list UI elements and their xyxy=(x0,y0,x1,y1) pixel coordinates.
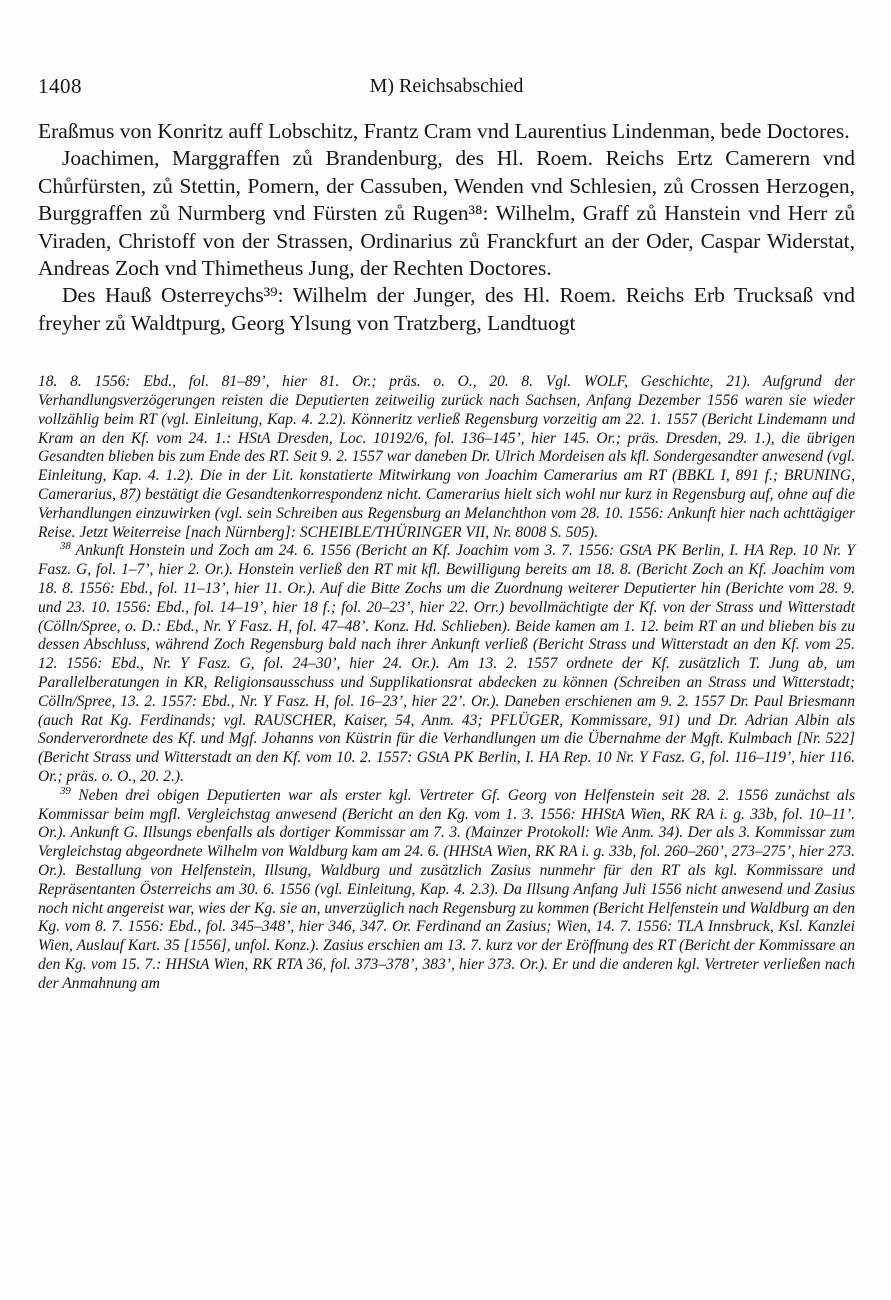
body-paragraph-brandenburg: Joachimen, Marggraffen zů Brandenburg, des Hl. Roem. Reichs Ertz Camerern vnd Chůrfürsten, zů Stettin, Pomern, der Cassuben, Wenden vnd Schlesien, zů Crossen Herzogen, Burggraffen zů Nurmberg vnd Fürsten zů Rugen³⁸: Wilhelm, Graff zů Hanstein vnd Herr zů Viraden, Christoff von der Strassen, Ordinarius zů Franckfurt an der Oder, Caspar Widerstat, Andreas Zoch vnd Thimetheus Jung, der Rechten Doctores. xyxy=(38,146,855,281)
footnote-text: Neben drei obigen Deputierten war als erster kgl. Vertreter Gf. Georg von Helfenstein seit 28. 2. 1556 zunächst als Kommissar beim mgfl. Vergleichstag anwesend (Bericht an den Kg. vom 1. 3. 1556: HHStA Wien, RK RA i. g. 33b, fol. 10–11’. Or.). Ankunft G. Illsungs ebenfalls als dortiger Kommissar am 7. 3. (Mainzer Protokoll: Wie Anm. 34). Der als 3. Kommissar zum Vergleichstag abgeordnete Wilhelm von Waldburg kam am 24. 6. (HHStA Wien, RK RA i. g. 33b, fol. 260–260’, 273–275’, hier 273. Or.). Bestallung von Helfenstein, Illsung, Waldburg und zusätzlich Zasius nunmehr für den RT als kgl. Kommissare und Repräsentanten Österreichs am 30. 6. 1556 (vgl. Einleitung, Kap. 4. 2.3). Da Illsung Anfang Juli 1556 nicht anwesend und Zasius noch nicht angereist war, wies der Kg. sie an, unverzüglich nach Regensburg zu kommen (Bericht Helfenstein und Waldburg an den Kg. vom 8. 7. 1556: Ebd., fol. 345–348’, hier 346, 347. Or. Ferdinand an Zasius; Wien, 14. 7. 1556: TLA Innsbruck, Ksl. Kanzlei Wien, Auslauf Kart. 35 [1556], unfol. Konz.). Zasius erschien am 13. 7. kurz vor der Eröffnung des RT (Bericht der Kommissare an den Kg. vom 15. 7.: HHStA Wien, RK RTA 36, fol. 373–378’, 383’, hier 373. Or.). Er und die anderen kgl. Vertreter verließen nach der Anmahnung am xyxy=(38,786,855,992)
body-paragraph-osterreich: Des Hauß Osterreychs³⁹: Wilhelm der Junger, des Hl. Roem. Reichs Erb Trucksaß vnd freyher zů Waldtpurg, Georg Ylsung von Tratzberg, Landtuogt xyxy=(38,283,855,335)
footnote-38 xyxy=(38,542,855,786)
footnote-marker-39: 39 xyxy=(60,784,71,797)
main-text-block xyxy=(38,118,855,337)
body-paragraph-continuation: Eraßmus von Konritz auff Lobschitz, Frantz Cram vnd Laurentius Lindenman, bede Doctores. xyxy=(38,119,850,143)
footnote-marker-38: 38 xyxy=(60,540,71,553)
footnote-39 xyxy=(38,784,855,994)
running-header: M) Reichsabschied xyxy=(369,75,524,97)
footnotes-section xyxy=(38,373,855,993)
footnote-text: Ankunft Honstein und Zoch am 24. 6. 1556 (Bericht an Kf. Joachim vom 3. 7. 1556: GStA PK Berlin, I. HA Rep. 10 Nr. Y Fasz. G, fol. 1–7’, hier 2. Or.). Honstein verließ den RT mit kfl. Bewilligung bereits am 18. 8. (Bericht Zoch an Kf. Joachim vom 18. 8. 1556: Ebd., fol. 11–13’, hier 11. Or.). Auf die Bitte Zochs um die Zuordnung weiterer Deputierter hin (Berichte vom 28. 9. und 23. 10. 1556: Ebd., fol. 14–19’, hier 18 f.; fol. 20–23’, hier 22. Orr.) bevollmächtigte der Kf. von der Strass und Witterstadt (Cölln/Spree, o. D.: Ebd., Nr. Y Fasz. H, fol. 47–48’. Konz. Hd. Schlieben). Beide kamen am 1. 12. beim RT an und blieben bis zu dessen Abschluss, während Zoch Regensburg bald nach ihrer Ankunft verließ (Bericht Strass und Witterstadt an den Kf. vom 25. 12. 1556: Ebd., Nr. Y Fasz. G, fol. 24–30’, hier 24. Or.). Am 13. 2. 1557 ordnete der Kf. zusätzlich T. Jung ab, um Parallelberatungen in KR, Religionsausschuss und Supplikationsrat abdecken zu können (Schreiben an Strass und Witterstadt; Cölln/Spree, 13. 2. 1557: Ebd., Nr. Y Fasz. H, fol. 16–23’, hier 22’. Or.). Daneben erschienen am 9. 2. 1557 Dr. Paul Briesmann (auch Rat Kg. Ferdinands; vgl. RAUSCHER, Kaiser, 54, Anm. 43; PFLÜGER, Kommissare, 91) und Dr. Adrian Albin als Sonderverordnete des Kf. und Mgf. Johanns von Küstrin für die Verhandlungen um die Übernahme der Mgft. Kulmbach [Nr. 522] (Bericht Strass und Witterstadt an den Kf. vom 10. 2. 1557: GStA PK Berlin, I. HA Rep. 10 Nr. Y Fasz. G, fol. 116–119’, hier 116. Or.; präs. o. O., 20. 2.). xyxy=(38,542,855,785)
footnote-continuation xyxy=(38,373,855,542)
footnote-text: 18. 8. 1556: Ebd., fol. 81–89’, hier 81. Or.; präs. o. O., 20. 8. Vgl. WOLF, Geschichte, 21). Aufgrund der Verhandlungsverzögerungen reisten die Deputierten zeitweilig zurück nach Sachsen, Anfang Dezember 1556 waren sie wieder vollzählig beim RT (vgl. Einleitung, Kap. 4. 2.2). Könneritz verließ Regensburg vorzeitig am 22. 1. 1557 (Bericht Lindemann und Kram an den Kf. vom 24. 1.: HStA Dresden, Loc. 10192/6, fol. 136–145’, hier 145. Or.; präs. Dresden, 29. 1.), die übrigen Gesandten blieben bis zum Ende des RT. Seit 9. 2. 1557 war daneben Dr. Ulrich Mordeisen als kfl. Sondergesandter anwesend (vgl. Einleitung, Kap. 4. 1.2). Die in der Lit. konstatierte Mitwirkung von Joachim Camerarius am RT (BBKL I, 891 f.; BRUNING, Camerarius, 87) bestätigt die Gesandtenkorrespondenz nicht. Camerarius hielt sich wohl nur kurz in Regensburg auf, ohne auf die Verhandlungen einzuwirken (vgl. sein Schreiben aus Regensburg an Melanchthon vom 28. 10. 1556: Ankunft hier nach achttägiger Reise. Jetzt Weiterreise [nach Nürnberg]: SCHEIBLE/THÜRINGER VII, Nr. 8008 S. 505). xyxy=(38,373,855,541)
page-number: 1408 xyxy=(38,74,82,98)
page-header xyxy=(38,74,855,102)
